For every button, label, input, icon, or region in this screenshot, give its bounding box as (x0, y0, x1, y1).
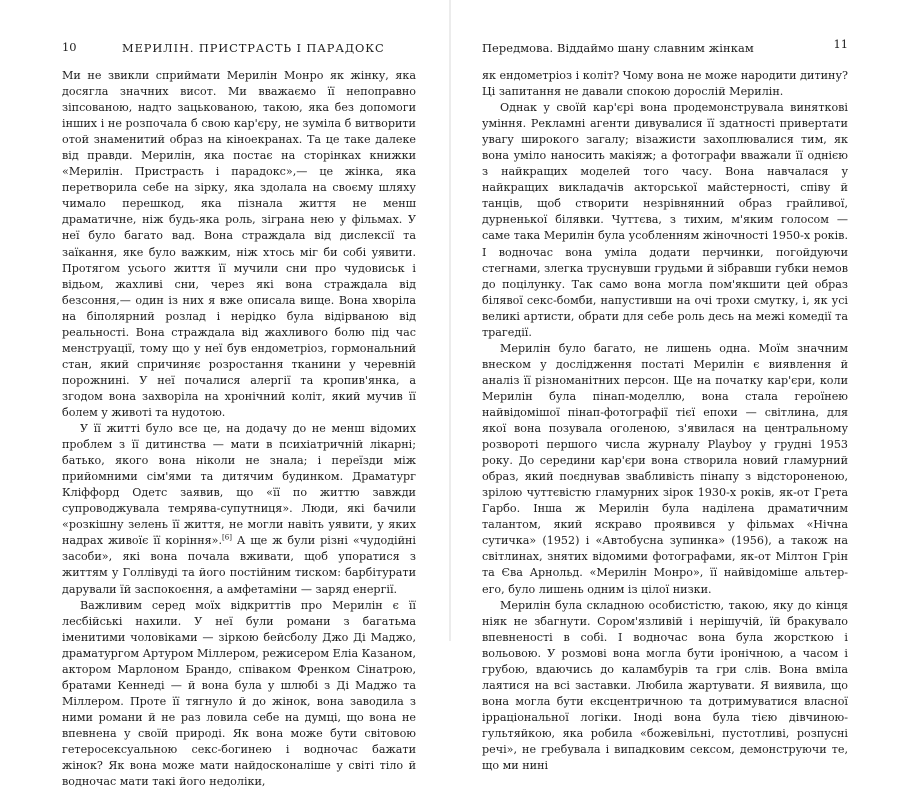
footnote-ref[interactable]: [6] (222, 533, 232, 542)
paragraph-text: У її житті було все це, на додачу до не менш відомих проблем з її дитинства — мати в психіатричній лікарні; батько, якого вона ніколи не знала; і переїзди між прийомними сім'ями та дитячим будинком. Драматург Кліффорд Одетс заявив, що «її по життю завжди супроводжувала темрява-супутниця». Люди, які бачили «розкішну зелень її життя, не могли навіть уявити, у яких надрах живоїє її коріння». (62, 422, 416, 548)
paragraph: Мерилін було багато, не лишень одна. Моїм значним внеском у дослідження постаті Мерилін є виявлення й аналіз її різноманітних персон. Ще на початку кар'єри, коли Мерилін була пінап-моделлю, вона стала героїнею найвідомішої пінап-фотографії тієї епохи — світлина, для якої вона позувала оголеною, з'явилася на центральному розвороті першого числа журналу Playboy у грудні 1953 року. До середини кар'єри вона створила новий гламурний образ, який поєднував звабливість пінапу з відстороненою, зрілою чуттєвістю гламурних зірок 1930-х років, як-от Грета Гарбо. Інша ж Мерилін була наділена драматичним талантом, який яскраво проявився у фільмах «Нічна сутичка» (1952) і «Автобусна зупинка» (1956), а також на світлинах, знятих відомими фотографами, як-от Мілтон Грін та Єва Арнольд. «Мерилін Монро», її найвідоміше альтер-его, було лишень одним із цілої низки. (482, 341, 848, 596)
paragraph: як ендометріоз і коліт? Чому вона не може народити дитину? Ці запитання не давали спокою дорослій Мерилін. (482, 69, 848, 99)
right-page (450, 0, 900, 773)
paragraph (62, 421, 416, 598)
right-page-header (482, 38, 848, 58)
left-page-header (62, 38, 416, 58)
left-page (0, 0, 450, 789)
running-head-left: МЕРИЛІН. ПРИСТРАСТЬ І ПАРАДОКС (122, 41, 385, 55)
left-page-body (62, 68, 416, 790)
paragraph: Важливим серед моїх відкриттів про Мерилін є її лесбійські нахили. У неї були романи з багатьма іменитими чоловіками — зіркою бейсболу Джо Ді Маджо, драматургом Артуром Міллером, режисером Еліа Казаном, актором Марлоном Брандо, співаком Френком Сінатрою, братами Кеннеді — й вона була у шлюбі з Ді Маджо та Міллером. Проте її тягнуло й до жінок, вона заводила з ними романи й не раз ловила себе на думці, що вона не впевнена у своїй природі. Як вона може бути світовою гетеросексуальною секс-богинею і водночас бажати жінок? Як вона може мати найдосконаліше у світі тіло й водночас мати такі його недоліки, (62, 598, 416, 789)
paragraph-text: А ще ж були різні «чудодійні засоби», які вона почала вживати, щоб упоратися з життям у Голлівуді та його постійним тиском: барбітурати дарували їй заспокоєння, а амфетаміни — заряд енергії. (62, 534, 416, 596)
right-page-body (482, 68, 848, 774)
page-number-right: 11 (833, 37, 848, 51)
paragraph: Ми не звикли сприймати Мерилін Монро як жінку, яка досягла значних висот. Ми вважаємо її непоправно зіпсованою, надто зацькованою, такою, яка без допомоги інших і не розпочала б свою кар'єру, не зуміла б витворити отой знаменитий образ на кіноекранах. Та це таке далеке від правди. Мерилін, яка постає на сторінках книжки «Мерилін. Пристрасть і парадокс»,— це жінка, яка перетворила себе на зірку, яка здолала на своєму шляху чимало перешкод, яка пізнала життя не менш драматичне, ніж будь-яка роль, зіграна нею у фільмах. У неї було багато вад. Вона страждала від дислексії та заїкання, яке було важким, ніж хтось міг би собі уявити. Протягом усього життя її мучили сни про чудовиськ і відьом, жахливі сни, через які вона страждала від безсоння,— один із них я вже описала вище. Вона хворіла на біполярний розлад і нерідко була відірваною від реальності. Вона страждала від жахливого болю під час менструації, тому що у неї був ендометріоз, гормональний стан, який спричиняє розростання тканини у черевній порожнині. У неї почалися алергії та кропив'янка, а згодом вона захворіла на хронічний коліт, який мучив її болем у животі та нудотою. (62, 69, 416, 419)
running-head-right: Передмова. Віддаймо шану славним жінкам (482, 41, 754, 55)
page-number-left: 10 (62, 40, 77, 54)
paragraph: Однак у своїй кар'єрі вона продемонструвала виняткові уміння. Рекламні агенти дивувалися її здатності привертати увагу широкого загалу; візажисти захоплювалися тим, як вона уміло наносить макіяж; а фотографи вважали її однією з найкращих моделей того часу. Вона навчалася у найкращих викладачів акторської майстерності, співу й танців, щоб створити незрівнянний образ грайливої, дурненької білявки. Чуттєва, з тихим, м'яким голосом — саме така Мерилін була усобленням жіночності 1950-х років. І водночас вона уміла додати перчинки, погойдуючи стегнами, злегка труснувши грудьми й зібравши губки немов до поцілунку. Так само вона могла пом'якшити цей образ білявої секс-бомби, напустивши на очі трохи смутку, і, як усі великі артисти, обрати для себе роль десь на межі комедії та трагедії. (482, 101, 848, 339)
paragraph: Мерилін була складною особистістю, такою, яку до кінця ніяк не збагнути. Сором'язливій і нерішучій, їй бракувало впевненості в собі. І водночас вона була жорсткою і вольовою. У розмові вона могла бути іронічною, а часом і грубою, вдаючись до каламбурів та гри слів. Вона вміла лаятися на всі заставки. Любила жартувати. Я виявила, що вона могла бути ексцентричною та дотримуватися власної ірраціональної логіки. Іноді вона була тією дівчиною-гультяйкою, яка робила «божевільні, пустотливі, розпусні речі», не гребувала і випадковим сексом, демонструючи те, що ми нині (482, 598, 848, 773)
